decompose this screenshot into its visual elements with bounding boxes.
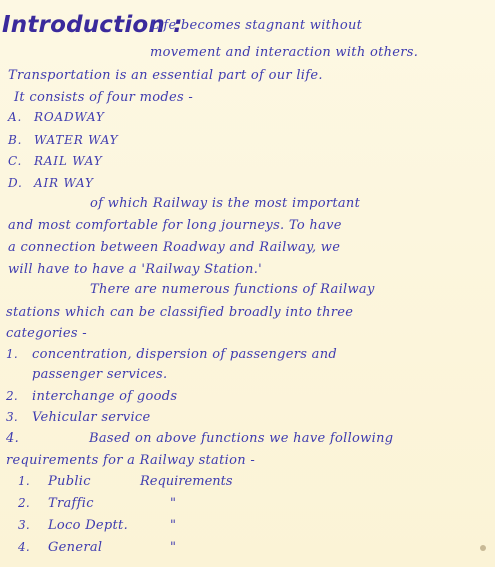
list-marker: 3. (18, 518, 31, 532)
list-text: Public (48, 474, 91, 489)
list-marker: 2. (6, 389, 19, 403)
list-text-continued: passenger services. (32, 367, 168, 382)
list-marker: B. (8, 133, 23, 147)
page-title: Introduction : (2, 12, 183, 38)
list-text: Vehicular service (32, 410, 151, 425)
list-marker: C. (8, 154, 23, 168)
paper-spot (480, 545, 486, 551)
list-item (18, 496, 94, 511)
list-item (8, 110, 105, 124)
list-text: General (48, 540, 103, 555)
list-item (8, 176, 94, 190)
list-text: Loco Deptt. (48, 518, 129, 533)
list-item (6, 347, 337, 362)
list-text: interchange of goods (32, 389, 178, 404)
para4-line-2: requirements for a Railway station - (6, 453, 256, 468)
para3-line-3: categories - (6, 326, 87, 341)
para3-line-1: There are numerous functions of Railway (90, 282, 375, 297)
ditto-mark: " (170, 540, 176, 555)
list-text: Traffic (48, 496, 94, 511)
ditto-mark: " (170, 518, 176, 533)
list-text: RAIL WAY (34, 154, 103, 168)
list-marker: 1. (18, 474, 31, 488)
para2-line-1: of which Railway is the most important (90, 196, 361, 211)
list-item (18, 518, 128, 533)
list-item (6, 389, 177, 404)
intro-line-1: Life becomes stagnant without (150, 18, 363, 33)
intro-line-2: movement and interaction with others. (150, 45, 419, 60)
list-item (18, 474, 91, 489)
para4-line-1 (6, 431, 393, 446)
list-marker: 3. (6, 410, 19, 424)
list-marker: D. (8, 176, 23, 190)
para2-line-3: a connection between Roadway and Railway, we (8, 240, 341, 255)
list-text: WATER WAY (34, 133, 119, 147)
list-marker: 4. (18, 540, 31, 554)
list-marker: 2. (18, 496, 31, 510)
list-marker: 1. (6, 347, 19, 361)
list-text: concentration, dispersion of passengers and (32, 347, 338, 362)
list-item (8, 133, 118, 147)
list-item (18, 540, 102, 555)
list-marker: 4. (6, 431, 20, 446)
para2-line-2: and most comfortable for long journeys. To have (8, 218, 342, 233)
intro-line-3: Transportation is an essential part of our life. (8, 68, 323, 83)
list-marker: A. (8, 110, 23, 124)
para2-line-4: will have to have a 'Railway Station.' (8, 262, 263, 277)
para4-text: Based on above functions we have following (89, 431, 394, 446)
list-text: AIR WAY (34, 176, 94, 190)
requirement-suffix: Requirements (140, 474, 233, 489)
list-text: ROADWAY (34, 110, 105, 124)
list-item (6, 410, 150, 425)
list-item (8, 154, 102, 168)
para3-line-2: stations which can be classified broadly into three (6, 305, 354, 320)
ditto-mark: " (170, 496, 176, 511)
intro-line-4: It consists of four modes - (14, 90, 194, 105)
